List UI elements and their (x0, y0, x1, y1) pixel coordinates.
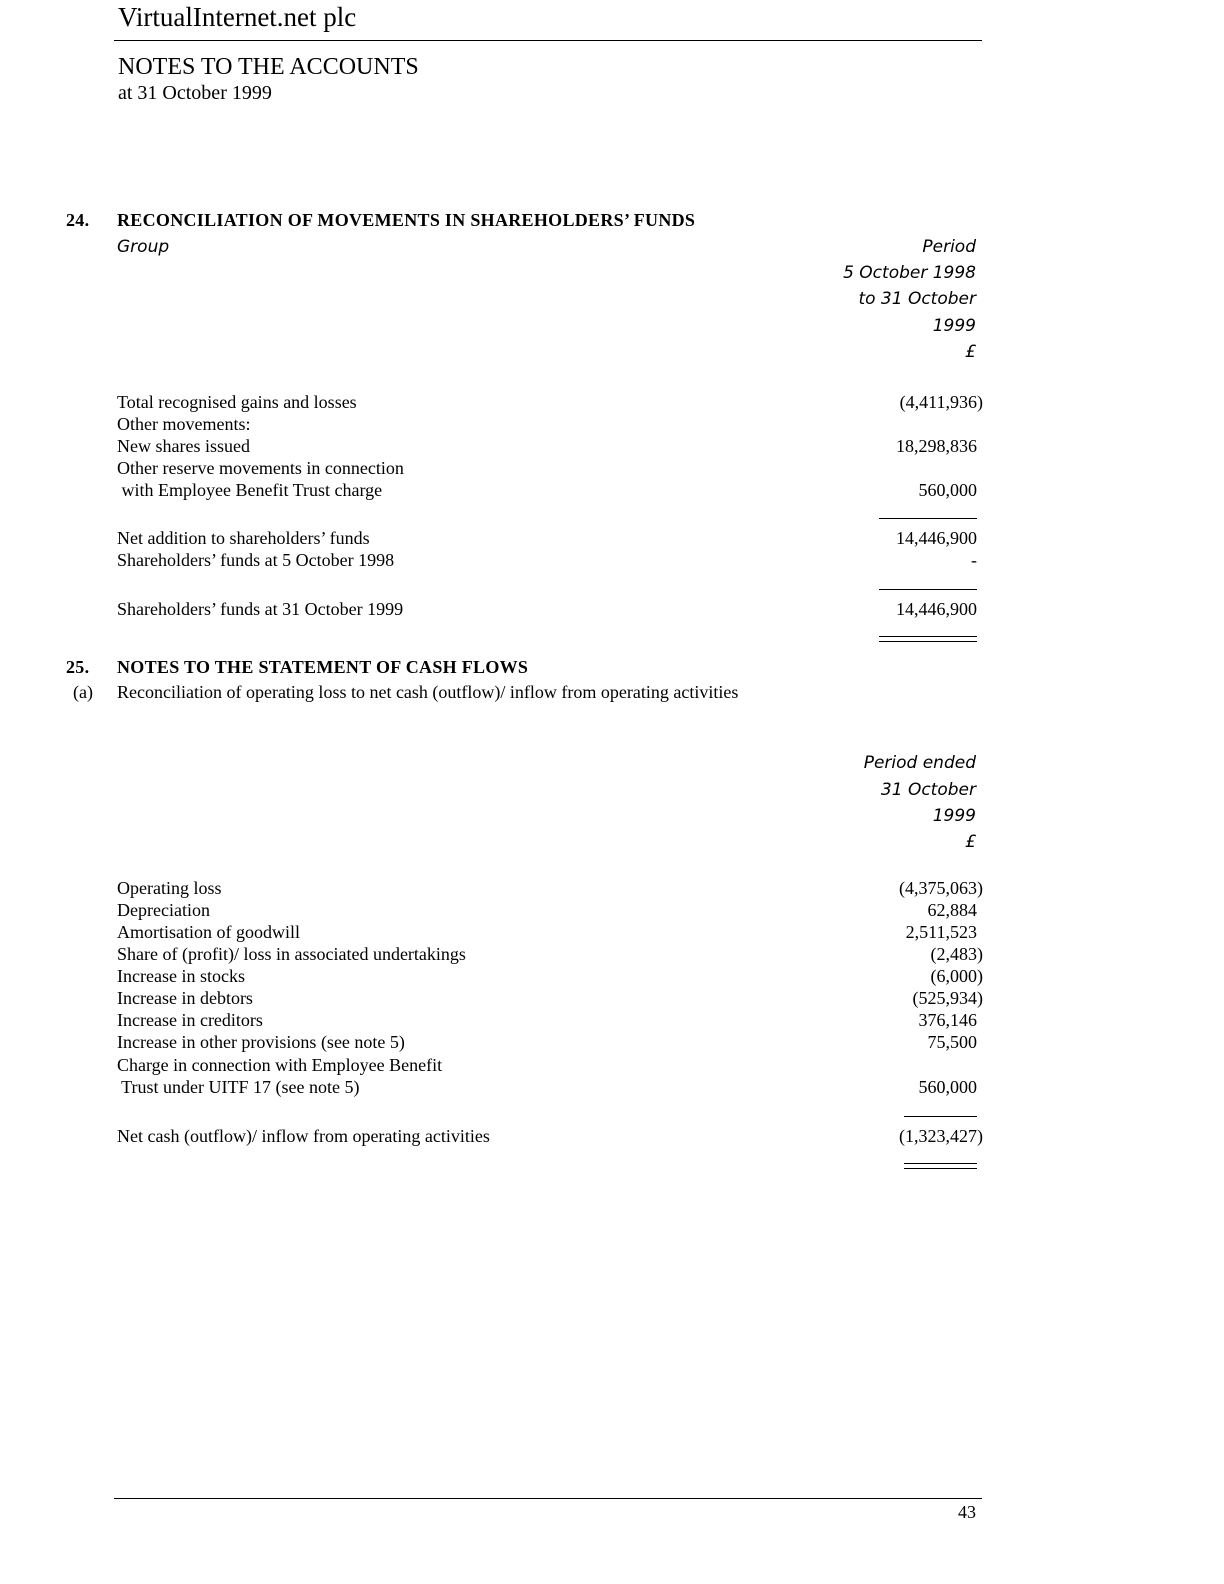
total-double-rule (879, 636, 977, 642)
note-25-title: NOTES TO THE STATEMENT OF CASH FLOWS (117, 657, 529, 677)
note-25-row-value: 376,146 (918, 1010, 977, 1030)
note-24-row-label: Shareholders’ funds at 5 October 1998 (117, 550, 395, 570)
note-25-row-value: 62,884 (927, 900, 977, 920)
note-25-row-value: (1,323,427) (899, 1126, 983, 1146)
total-double-rule (904, 1163, 977, 1169)
note-24-col-header-2: 5 October 1998 (843, 263, 976, 283)
note-25-row-label: Increase in stocks (117, 966, 245, 986)
note-25-row-value: 2,511,523 (905, 922, 977, 942)
note-25-sub-title: Reconciliation of operating loss to net cash (outflow)/ inflow from operating activities (117, 682, 739, 702)
note-25-row-value: (4,375,063) (899, 878, 983, 898)
note-25-col-header-4: £ (965, 832, 976, 852)
note-24-row-value: 560,000 (918, 480, 977, 500)
note-24-row-label: with Employee Benefit Trust charge (117, 480, 383, 500)
note-24-col-header-5: £ (965, 342, 976, 362)
note-25-row-label: Net cash (outflow)/ inflow from operating activities (117, 1126, 490, 1146)
note-25-col-header-3: 1999 (932, 806, 976, 826)
company-name: VirtualInternet.net plc (118, 2, 357, 32)
note-24-row-label: Net addition to shareholders’ funds (117, 528, 370, 548)
note-24-row-value: - (971, 550, 977, 570)
note-25-number: 25. (66, 657, 90, 677)
note-25-row-label: Amortisation of goodwill (117, 922, 300, 942)
note-25-row-value: 560,000 (918, 1077, 977, 1097)
note-25-row-value: (6,000) (930, 966, 983, 986)
note-25-col-header-1: Period ended (863, 753, 976, 773)
note-24-row-label: New shares issued (117, 436, 250, 456)
note-25-row-label: Increase in other provisions (see note 5) (117, 1032, 405, 1052)
note-24-row-label: Total recognised gains and losses (117, 392, 357, 412)
page-title: NOTES TO THE ACCOUNTS (118, 54, 419, 80)
note-24-row-value: 18,298,836 (896, 436, 977, 456)
note-24-row-value: 14,446,900 (896, 528, 977, 548)
page-date: at 31 October 1999 (118, 82, 272, 104)
subtotal-rule (879, 589, 977, 590)
note-24-title: RECONCILIATION OF MOVEMENTS IN SHAREHOLDERS’ FUNDS (117, 210, 696, 230)
note-24-row-value: 14,446,900 (896, 599, 977, 619)
header-rule (114, 40, 982, 41)
note-24-row-label: Other reserve movements in connection (117, 458, 404, 478)
note-24-group-label: Group (117, 237, 170, 257)
note-25-row-label: Increase in creditors (117, 1010, 263, 1030)
note-25-row-label: Operating loss (117, 878, 222, 898)
subtotal-rule (879, 518, 977, 519)
note-25-row-value: (525,934) (912, 988, 983, 1008)
note-24-row-label: Other movements: (117, 414, 251, 434)
note-25-col-header-2: 31 October (880, 780, 976, 800)
note-25-row-label: Trust under UITF 17 (see note 5) (117, 1077, 360, 1097)
note-25-row-label: Depreciation (117, 900, 210, 920)
note-25-row-label: Charge in connection with Employee Benefit (117, 1055, 443, 1075)
note-24-row-value: (4,411,936) (899, 392, 983, 412)
note-25-row-value: 75,500 (927, 1032, 977, 1052)
note-24-col-header-3: to 31 October (858, 289, 976, 309)
note-25-row-label: Increase in debtors (117, 988, 253, 1008)
note-24-row-label: Shareholders’ funds at 31 October 1999 (117, 599, 404, 619)
note-24-number: 24. (66, 210, 90, 230)
note-25-row-value: (2,483) (930, 944, 983, 964)
note-24-col-header-4: 1999 (932, 316, 976, 336)
subtotal-rule (904, 1116, 977, 1117)
page-number: 43 (958, 1502, 976, 1522)
note-25-sub-label: (a) (73, 682, 93, 702)
note-24-col-header-1: Period (922, 237, 976, 257)
note-25-row-label: Share of (profit)/ loss in associated undertakings (117, 944, 466, 964)
footer-rule (114, 1498, 982, 1499)
